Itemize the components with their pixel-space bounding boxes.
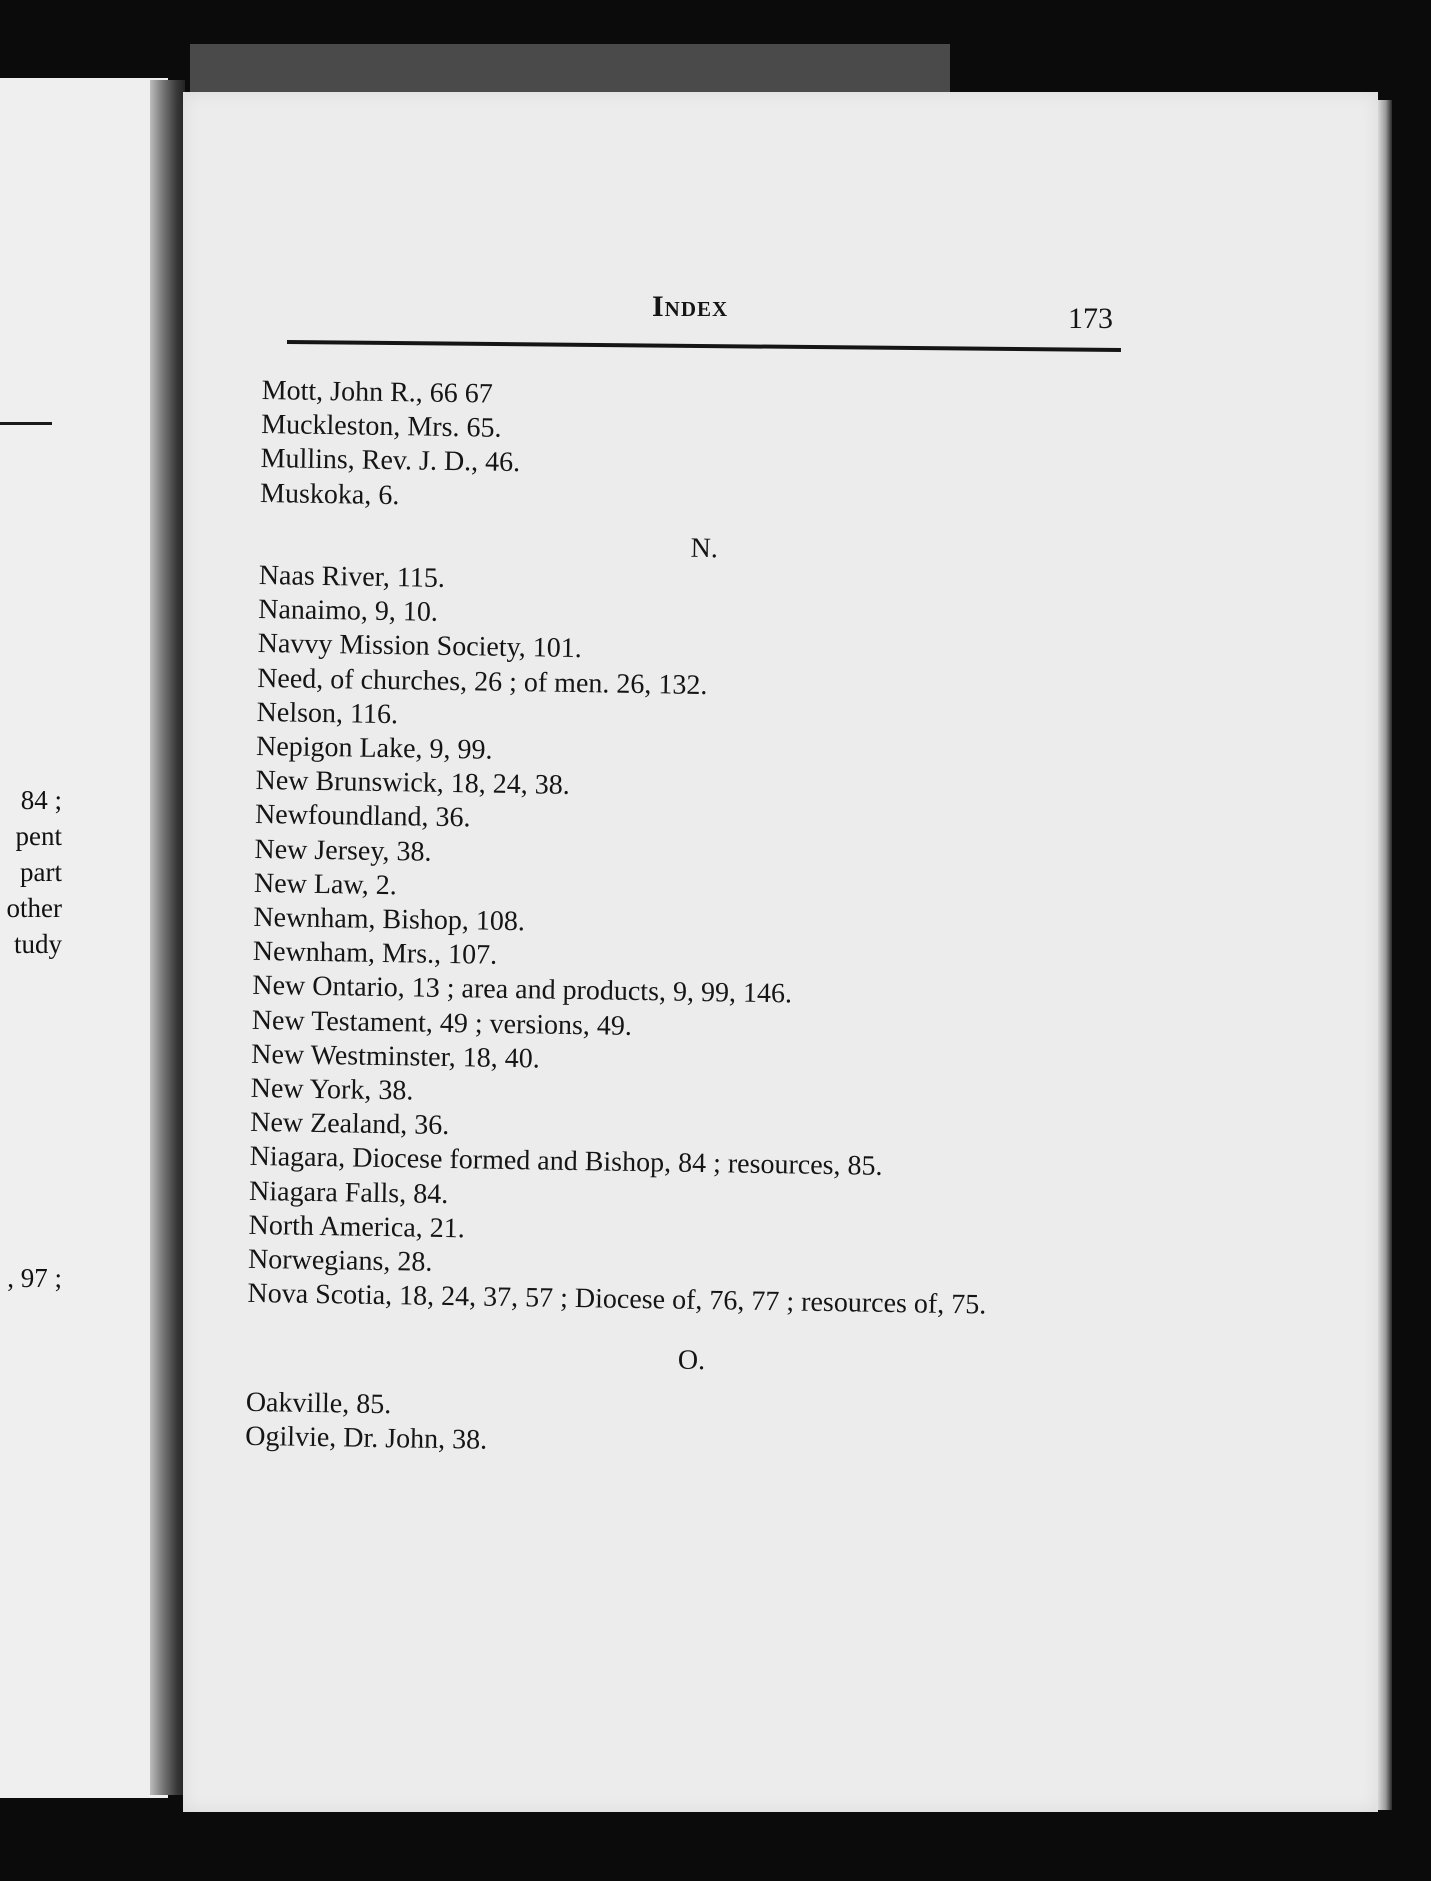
section-letter-heading: O. [677,1345,706,1377]
facing-page-fragment: 84 ; [20,785,62,815]
index-entry: Ogilvie, Dr. John, 38. [245,1420,488,1456]
index-entry: New Brunswick, 18, 24, 38. [255,765,571,802]
index-entry: Need, of churches, 26 ; of men. 26, 132. [256,662,708,701]
index-entry: Oakville, 85. [245,1386,392,1420]
index-entry: Nanaimo, 9, 10. [258,594,439,629]
facing-page-edge [0,78,168,1798]
facing-page-fragment: part [20,857,62,887]
index-entry: New Ontario, 13 ; area and products, 9, 99, 146. [252,970,793,1010]
index-entries [245,374,1122,1467]
index-entry: Nepigon Lake, 9, 99. [255,730,493,766]
page-edge-shadow [1378,100,1392,1810]
index-entry: Mullins, Rev. J. D., 46. [260,443,521,479]
index-entry: Niagara, Diocese formed and Bishop, 84 ; resources, 85. [249,1141,883,1183]
facing-page-fragment: , 97 ; [7,1263,62,1293]
section-letter-heading: N. [690,532,719,564]
index-entry: Newfoundland, 36. [254,799,471,834]
index-entry: Norwegians, 28. [247,1243,433,1278]
index-entry: New Testament, 49 ; versions, 49. [251,1004,633,1042]
index-entry: New Westminster, 18, 40. [251,1038,541,1075]
index-entry: New Zealand, 36. [249,1107,450,1142]
facing-page-fragment: tudy [13,929,62,959]
index-entry: Niagara Falls, 84. [248,1175,449,1210]
index-entry: New York, 38. [250,1072,414,1107]
index-entry: North America, 21. [248,1209,466,1245]
index-entry: Muckleston, Mrs. 65. [260,409,502,444]
index-entry: New Jersey, 38. [254,833,432,868]
index-entry: Nova Scotia, 18, 24, 37, 57 ; Diocese of, 76, 77 ; resources of, 75. [247,1278,987,1321]
facing-page-fragment: pent [15,821,62,851]
scan-background-strip [190,44,950,92]
index-entry: Naas River, 115. [258,559,446,594]
facing-page-fragment: other [6,893,62,923]
index-entry: Newnham, Bishop, 108. [253,901,526,938]
running-head: Index [652,290,729,323]
index-entry: Newnham, Mrs., 107. [252,936,498,972]
facing-page-rule [0,422,52,425]
index-entry: Mott, John R., 66 67 [261,374,493,410]
index-entry: Muskoka, 6. [259,477,400,511]
book-gutter-shadow [150,80,185,1795]
page-number: 173 [1068,302,1113,335]
index-entry: Nelson, 116. [256,696,399,731]
index-entry: New Law, 2. [253,867,398,902]
index-entry: Navvy Mission Society, 101. [257,628,583,665]
